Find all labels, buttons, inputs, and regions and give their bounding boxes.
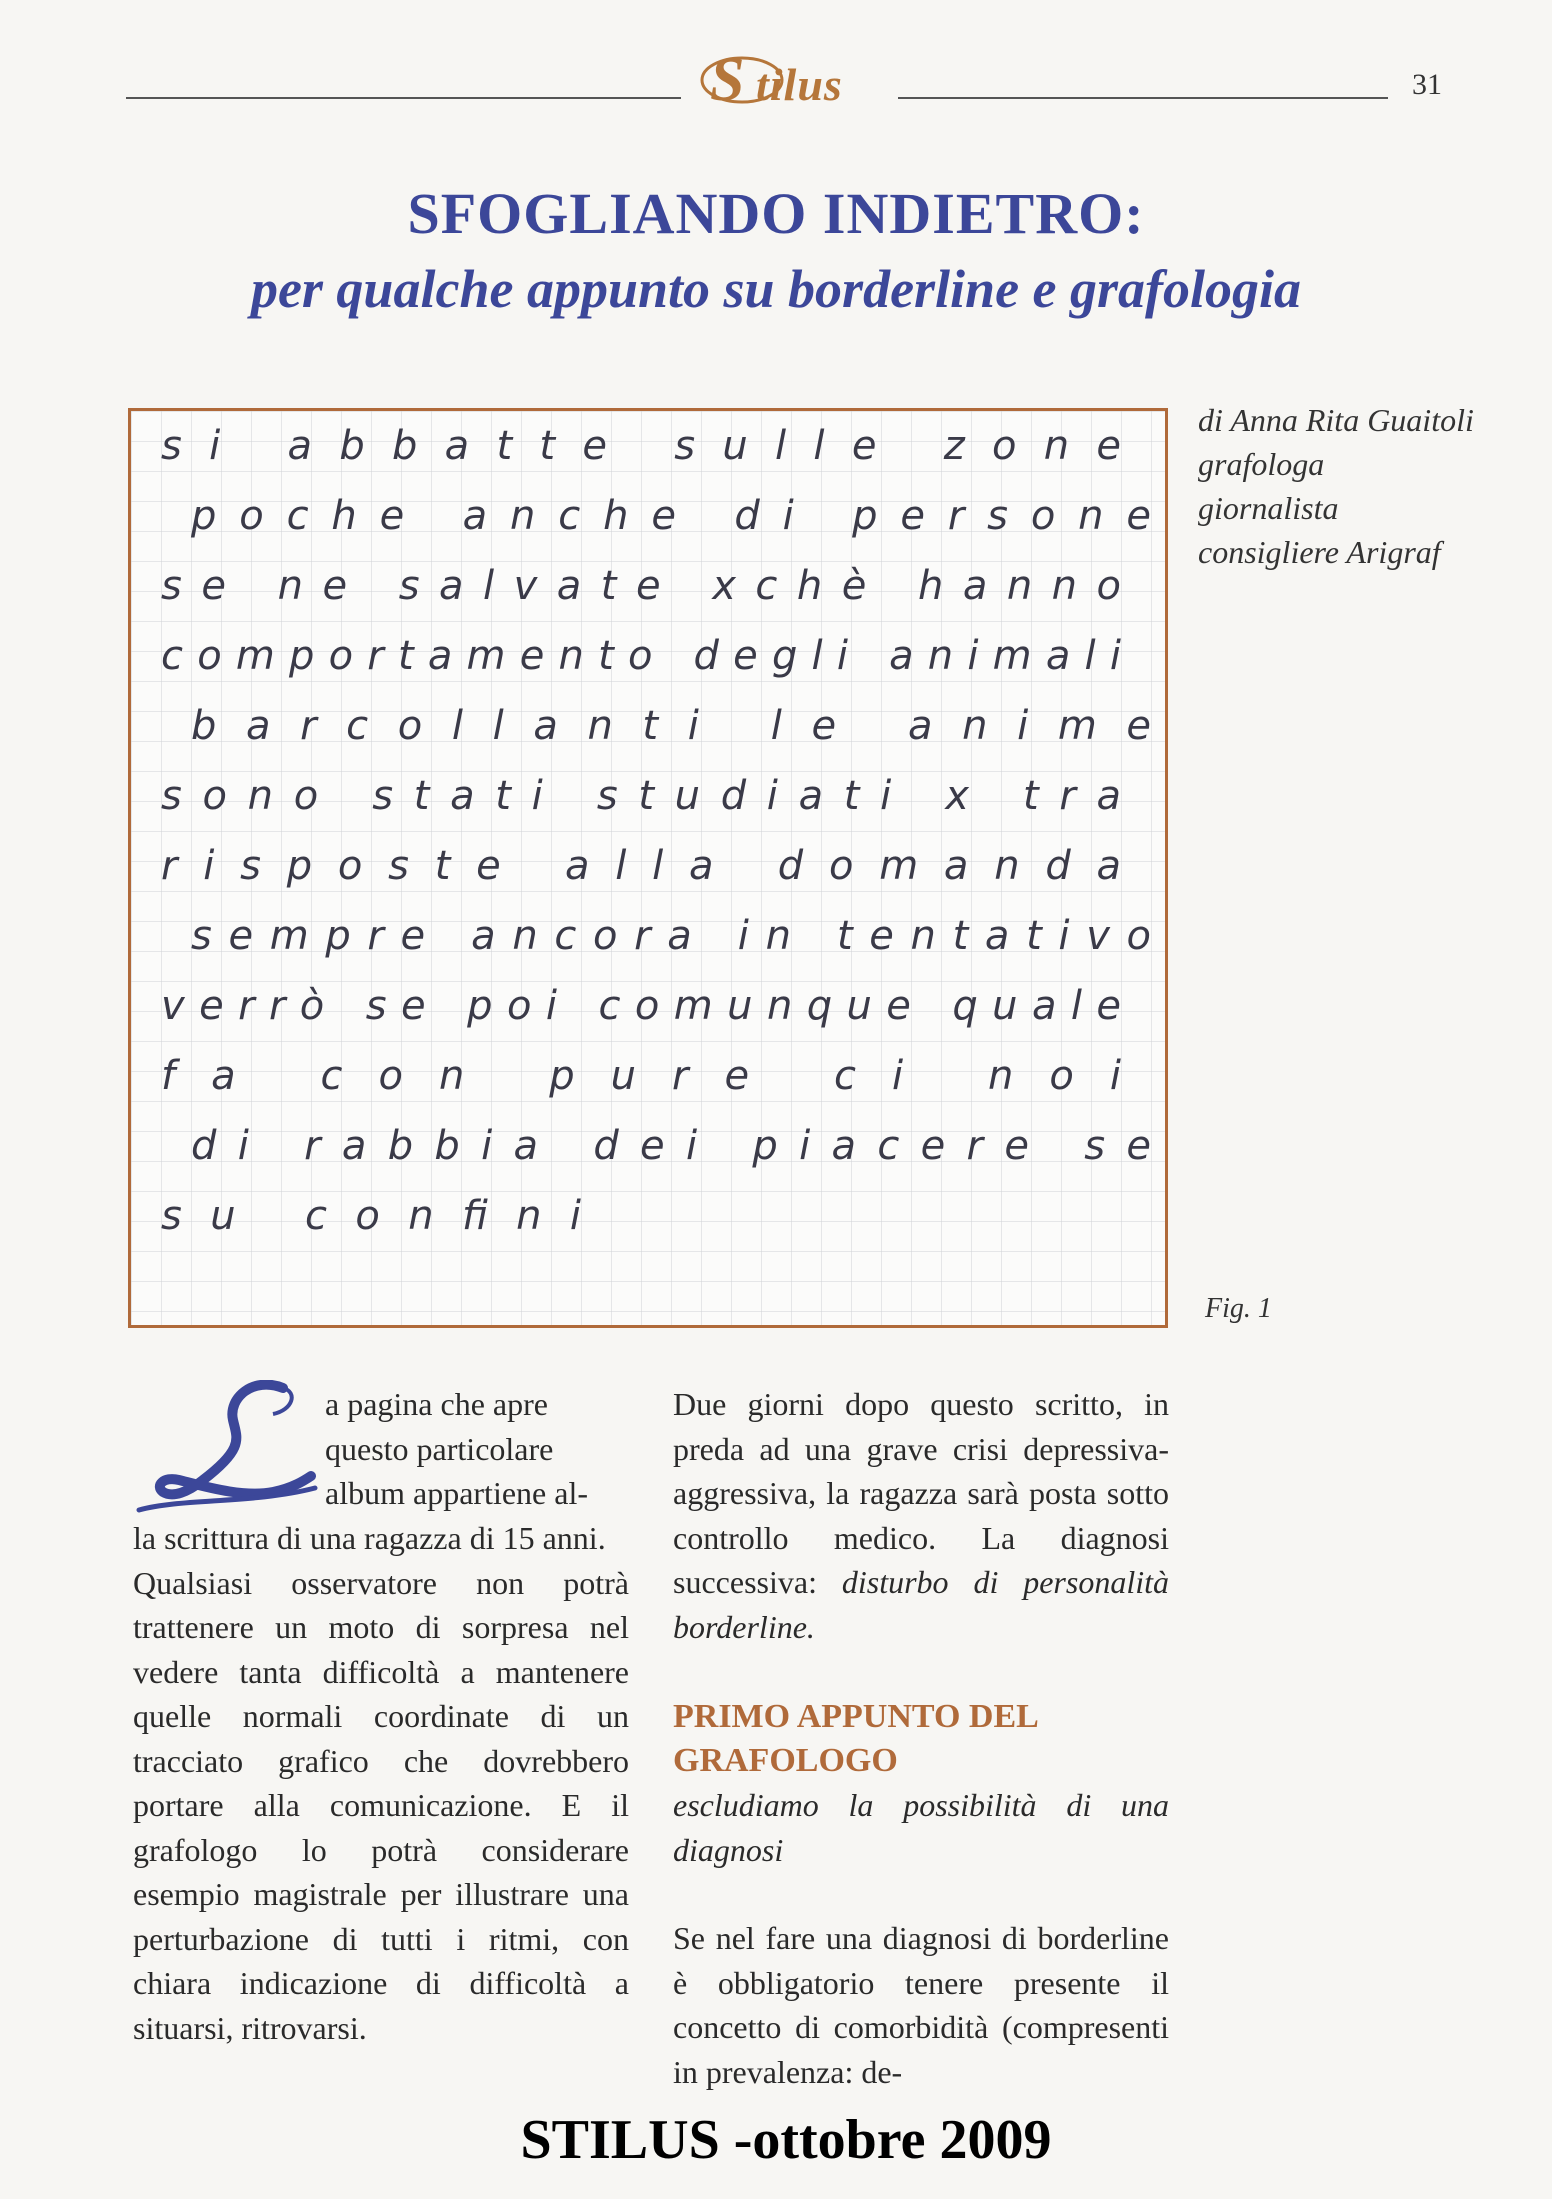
left-paragraph-2: Qualsiasi osservatore non potrà trattenere un moto di sorpresa nel vedere tanta difficoltà a mantenere quelle normali coordinate di un tracciato grafico che dovrebbero portare alla comunicazione. E il grafologo lo potrà considerare esempio magistrale per illustrare una perturbazione di tutti i ritmi, con chiara indicazione di difficoltà a situarsi, ritrovarsi. xyxy=(133,1564,629,2046)
left-column xyxy=(133,1382,629,2050)
right-paragraph-1 xyxy=(673,1382,1169,1649)
issue-footer: STILUS -ottobre 2009 xyxy=(520,2109,1052,2171)
handwriting-line: risposte alla domanda xyxy=(161,843,1121,889)
right-paragraph-2: Se nel fare una diagnosi di borderline è obbligatorio tenere presente il concetto di comorbidità (compresenti in prevalenza: de- xyxy=(673,1920,1169,2090)
byline xyxy=(1198,398,1538,574)
handwriting-line: di rabbia dei piacere se xyxy=(191,1123,1151,1169)
author-name: di Anna Rita Guaitoli xyxy=(1198,402,1474,438)
first-paragraph xyxy=(133,1382,629,1561)
article-title: SFOGLIANDO INDIETRO: xyxy=(407,181,1145,246)
right-para1-plain: Due giorni dopo questo scritto, in preda ad una grave crisi depressiva-aggressiva, la ragazza sarà posta sotto controllo medico. La diagnosi successiva: xyxy=(673,1386,1169,1600)
page-number: 31 xyxy=(1412,68,1442,101)
handwriting-sample-image xyxy=(131,411,1165,1325)
handwriting-figure xyxy=(128,408,1168,1328)
stilus-logo-mark xyxy=(690,38,890,118)
para1-line-3: album appartiene al- xyxy=(325,1475,588,1511)
handwriting-line: fa con pure ci noi xyxy=(161,1053,1121,1099)
para1-rest: la scrittura di una ragazza di 15 anni. xyxy=(133,1520,606,1556)
right-column xyxy=(673,1382,1169,2094)
right-para1-italic: disturbo di personalità borderline. xyxy=(673,1564,1170,1645)
article-subtitle: per qualche appunto su borderline e grafologia xyxy=(250,259,1302,319)
handwriting-line: poche anche di persone xyxy=(191,493,1151,539)
figure-caption: Fig. 1 xyxy=(1205,1293,1272,1324)
header-rule-left xyxy=(126,97,681,99)
dropcap-text: L xyxy=(133,1380,134,1381)
author-role-1: grafologa xyxy=(1198,446,1325,482)
svg-text:S: S xyxy=(710,46,746,114)
svg-text:tilus: tilus xyxy=(756,59,843,110)
handwriting-line: se ne salvate xchè hanno xyxy=(161,563,1121,609)
para1-line-2: questo particolare xyxy=(325,1430,554,1467)
author-role-3: consigliere Arigraf xyxy=(1198,534,1441,570)
section-heading: PRIMO APPUNTO DEL GRAFOLOGO xyxy=(673,1698,1037,1779)
handwriting-line: verrò se poi comunque quale xyxy=(161,983,1121,1029)
header-rule-right xyxy=(898,97,1388,99)
section-subheading: escludiamo la possibilità di una diagnosi xyxy=(673,1787,1169,1868)
handwriting-line: sono stati studiati x tra xyxy=(161,773,1121,819)
handwriting-line: barcollanti le anime xyxy=(191,703,1151,749)
author-role-2: giornalista xyxy=(1198,490,1339,526)
stilus-logo xyxy=(690,38,890,118)
handwriting-line: si abbatte sulle zone xyxy=(161,423,1122,469)
dropcap-letter xyxy=(133,1380,319,1516)
handwriting-line: sempre ancora in tentativo xyxy=(191,913,1152,959)
handwriting-line: comportamento degli animali xyxy=(161,633,1121,679)
para1-line-1: a pagina che apre xyxy=(325,1386,548,1422)
handwriting-line: su confini xyxy=(161,1193,581,1239)
